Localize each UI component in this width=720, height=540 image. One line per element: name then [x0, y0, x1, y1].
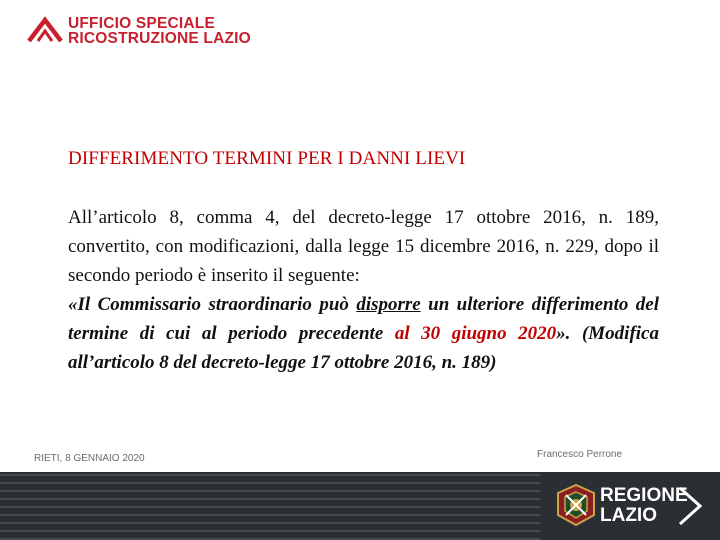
band-line2: LAZIO [600, 505, 657, 526]
quote-underlined: disporre [356, 294, 421, 315]
regione-lazio-emblem-icon [556, 484, 596, 526]
quote-close: ». (Modifica all’articolo 8 del decreto-legge 17 ottobre 2016, n. 189) [68, 323, 659, 373]
footer-band [0, 472, 720, 540]
paragraph-article: All’articolo 8, comma 4, del decreto-legge 17 ottobre 2016, n. 189, convertito, con modificazioni, dalla legge 15 dicembre 2016, n. 229, dopo il secondo periodo è inserito il seguente: [68, 207, 659, 286]
quote-open: «Il Commissario straordinario può [68, 294, 357, 315]
logo-line1: UFFICIO SPECIALE [68, 15, 216, 32]
footer-author: Francesco Perrone [537, 449, 623, 460]
quote-date: al 30 giugno 2020 [394, 323, 557, 344]
logo-line2: RICOSTRUZIONE LAZIO [68, 30, 251, 47]
quote-mid: un ulteriore differimento del termine di cui al periodo precedente [68, 294, 659, 344]
slide-body [68, 203, 659, 377]
footer-date: RIETI, 8 GENNAIO 2020 [34, 453, 145, 464]
logo-text [68, 16, 251, 46]
ufficio-speciale-logo [26, 14, 256, 48]
band-stripes [0, 472, 540, 540]
slide-title: DIFFERIMENTO TERMINI PER I DANNI LIEVI [68, 148, 466, 169]
regione-lazio-text [600, 486, 688, 526]
paragraph-quote [68, 290, 659, 377]
house-icon [26, 16, 64, 44]
band-line1: REGIONE [600, 485, 688, 506]
chevron-logo-icon [676, 484, 706, 528]
